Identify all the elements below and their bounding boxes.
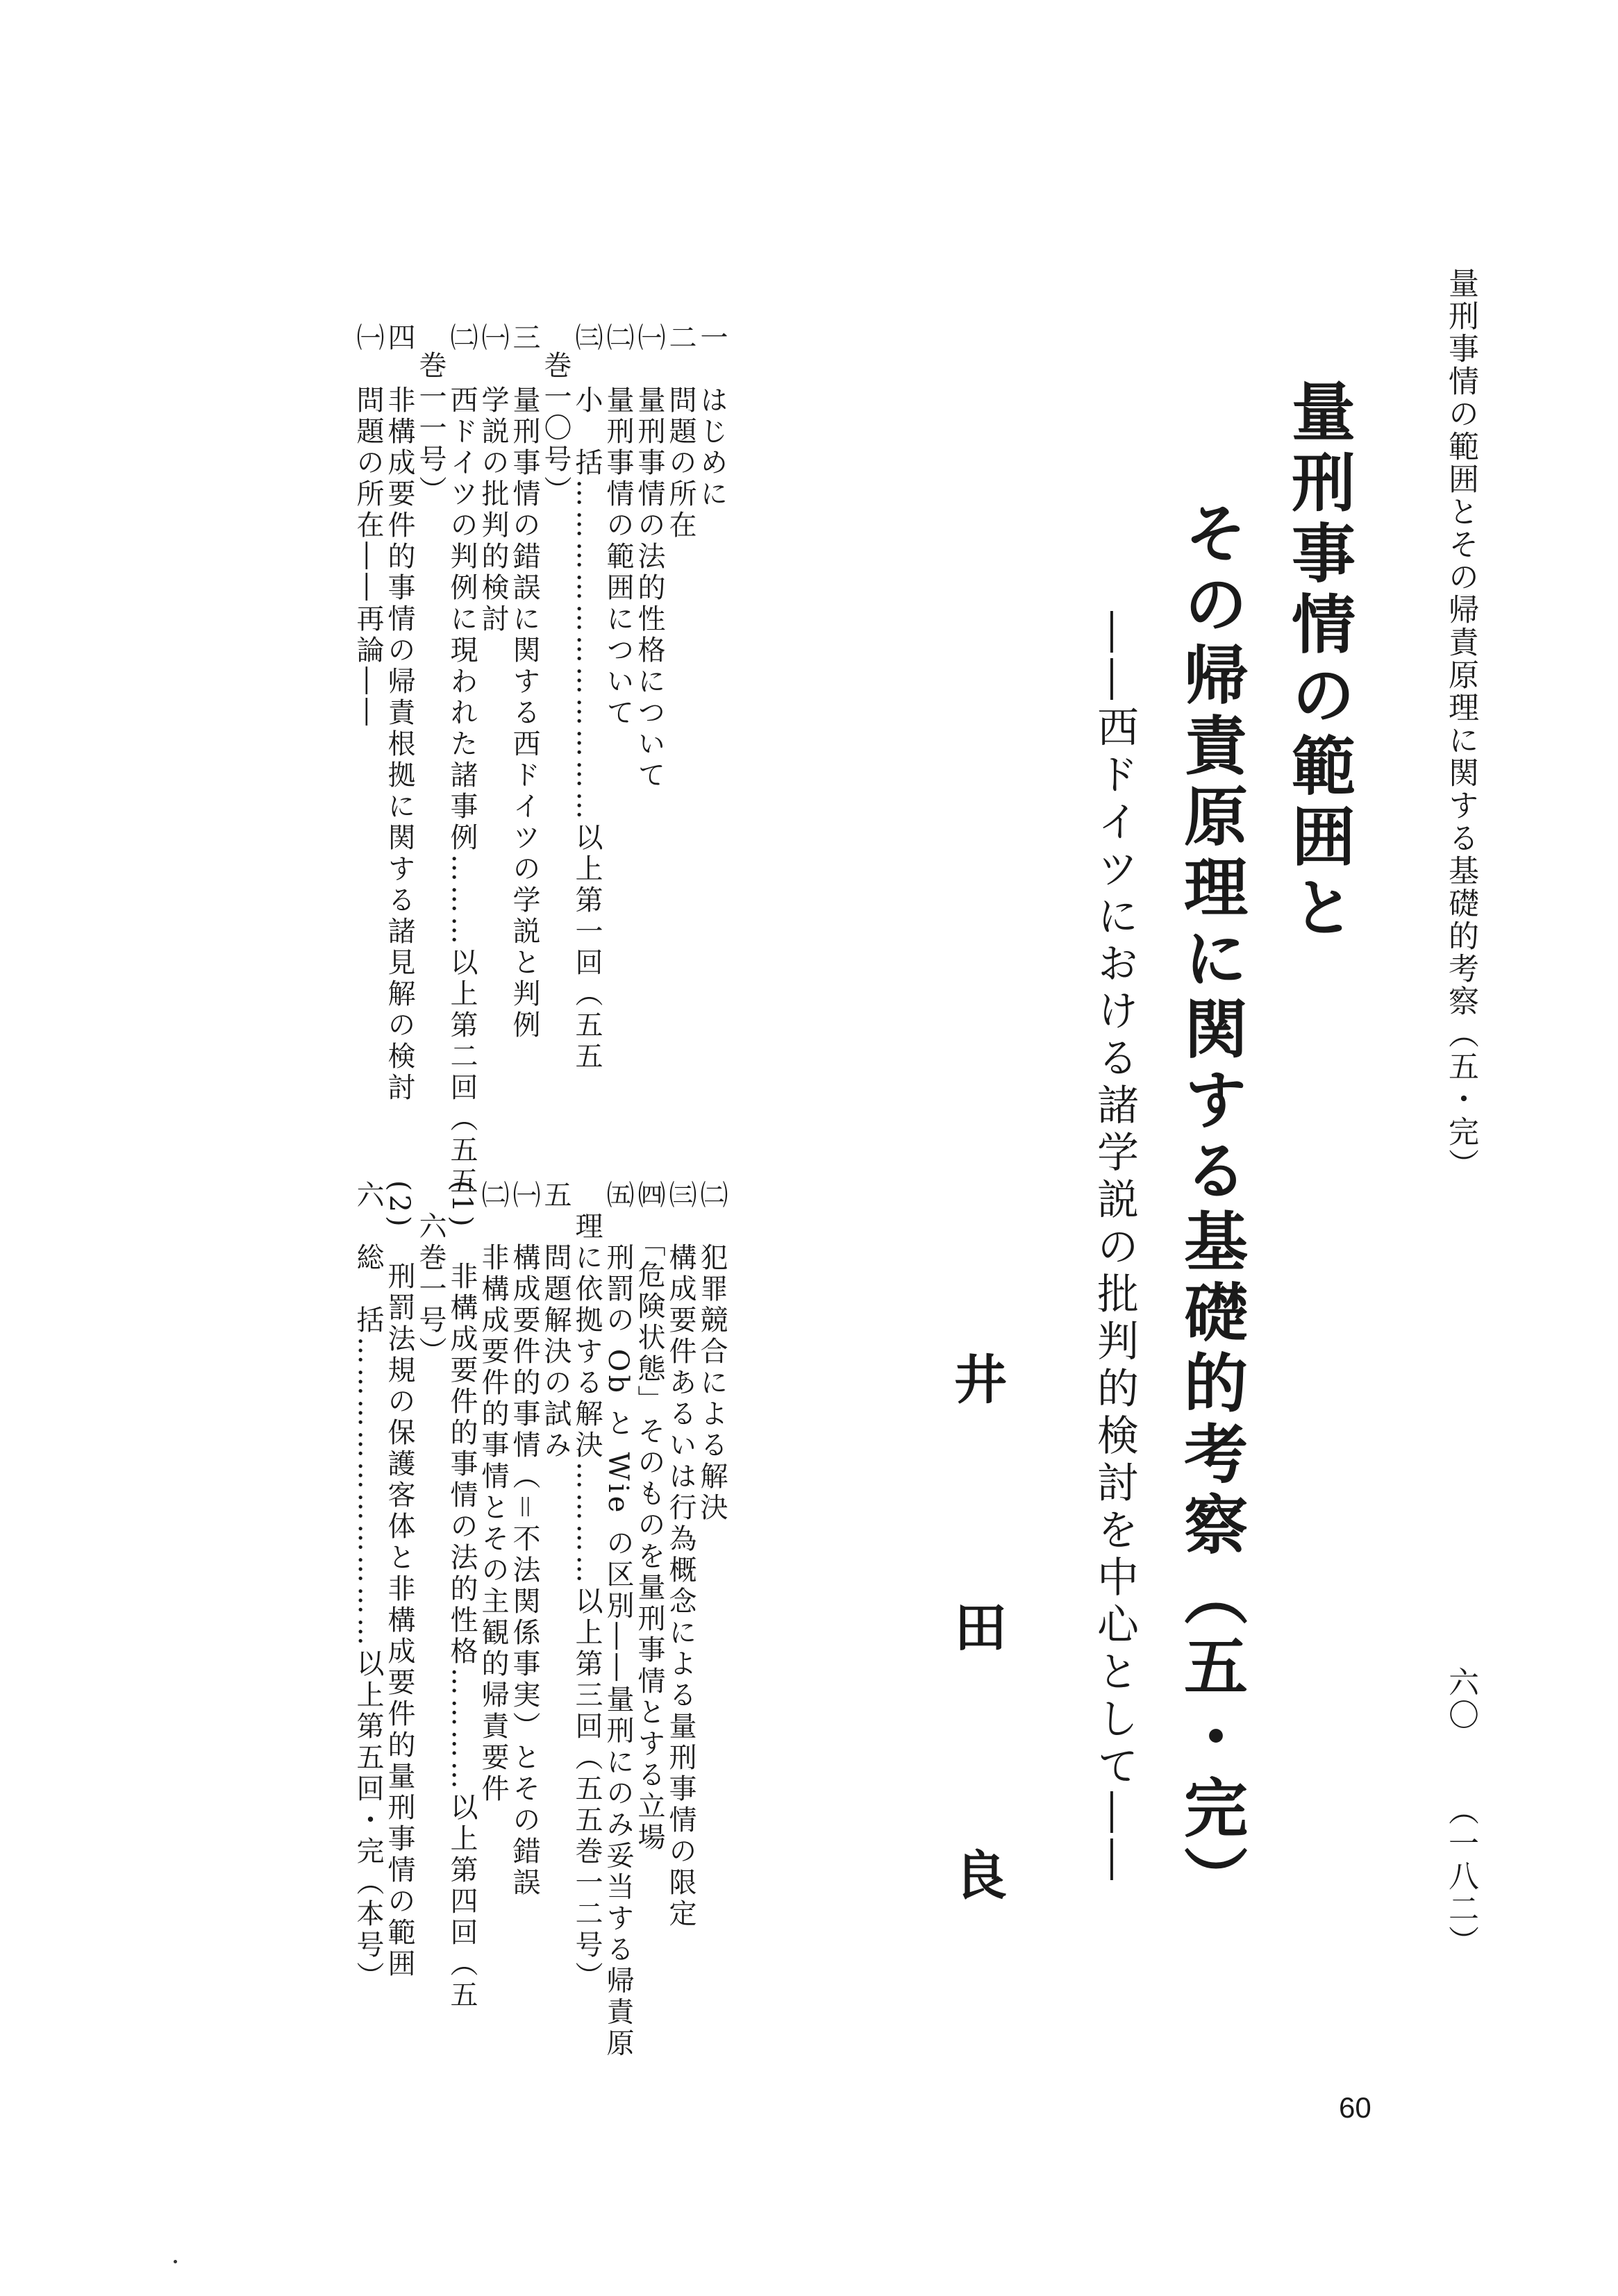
toc-item: ㈠ 問題の所在――再論―― — [352, 323, 384, 729]
author-char: 良 — [954, 1845, 1007, 1907]
toc-item: 六 総 括…………………………以上第五回・完（本号） — [352, 1180, 384, 1993]
stray-mark — [174, 2260, 177, 2263]
toc-item: 巻一〇号） — [540, 351, 572, 507]
toc-item: ㈠ 学説の批判的検討 — [477, 323, 509, 635]
author-name — [954, 1349, 1007, 1907]
toc-item: 二 問題の所在 — [665, 323, 697, 542]
toc-item: ㈣ 「危険状態」そのものを量刑事情とする立場 — [633, 1180, 665, 1854]
toc-item: 一 はじめに — [696, 323, 728, 510]
toc-item: (1) 非構成要件的事情の法的性格…………以上第四回（五 — [446, 1180, 478, 2011]
toc-item: ㈡ 非構成要件的事情とその主観的帰責要件 — [477, 1180, 509, 1805]
article-subtitle: ――西ドイツにおける諸学説の批判的検討を中心として―― — [1090, 611, 1139, 1886]
toc-item: 四 非構成要件的事情の帰責根拠に関する諸見解の検討 — [383, 323, 415, 1104]
article-title-line-1: 量刑事情の範囲と — [1281, 378, 1356, 945]
toc-item: (2) 刑罰法規の保護客体と非構成要件的量刑事情の範囲 — [383, 1180, 415, 1980]
toc-item: ㈠ 量刑事情の法的性格について — [633, 323, 665, 791]
article-title-line-2: その帰責原理に関する基礎的考察（五・完） — [1174, 500, 1249, 1916]
toc-item: ㈢ 構成要件あるいは行為概念による量刑事情の限定 — [665, 1180, 697, 1930]
toc-item: 巻一一号） — [415, 351, 447, 507]
author-char: 田 — [954, 1597, 1007, 1659]
toc-item: ㈡ 西ドイツの判例に現われた諸事例………以上第二回（五五 — [446, 323, 478, 1198]
page-number: 60 — [1339, 2091, 1371, 2124]
toc-item: ㈤ 刑罰の Ob と Wie の区別――量刑にのみ妥当する帰責原 — [602, 1180, 634, 2060]
toc-item: 五 問題解決の試み — [540, 1180, 572, 1461]
toc-item: ㈡ 犯罪競合による解決 — [696, 1180, 728, 1524]
toc-item: ㈡ 量刑事情の範囲について — [602, 323, 634, 729]
toc-item: 三 量刑事情の錯誤に関する西ドイツの学説と判例 — [508, 323, 540, 1041]
toc-item: ㈠ 構成要件的事情（＝不法関係事実）とその錯誤 — [508, 1180, 540, 1899]
page-number-parenthetical: （一八二） — [1443, 1795, 1478, 1958]
running-header: 量刑事情の範囲とその帰責原理に関する基礎的考察（五・完） — [1443, 267, 1478, 1181]
toc-item: 理に依拠する解決…………以上第三回（五五巻一二号） — [571, 1212, 603, 1993]
author-char: 井 — [954, 1349, 1007, 1411]
toc-item: 六巻一号） — [415, 1212, 447, 1368]
toc-item: ㈢ 小 括……………………………以上第一回（五五 — [571, 323, 603, 1073]
page-number-kanji: 六〇 — [1443, 1666, 1478, 1732]
